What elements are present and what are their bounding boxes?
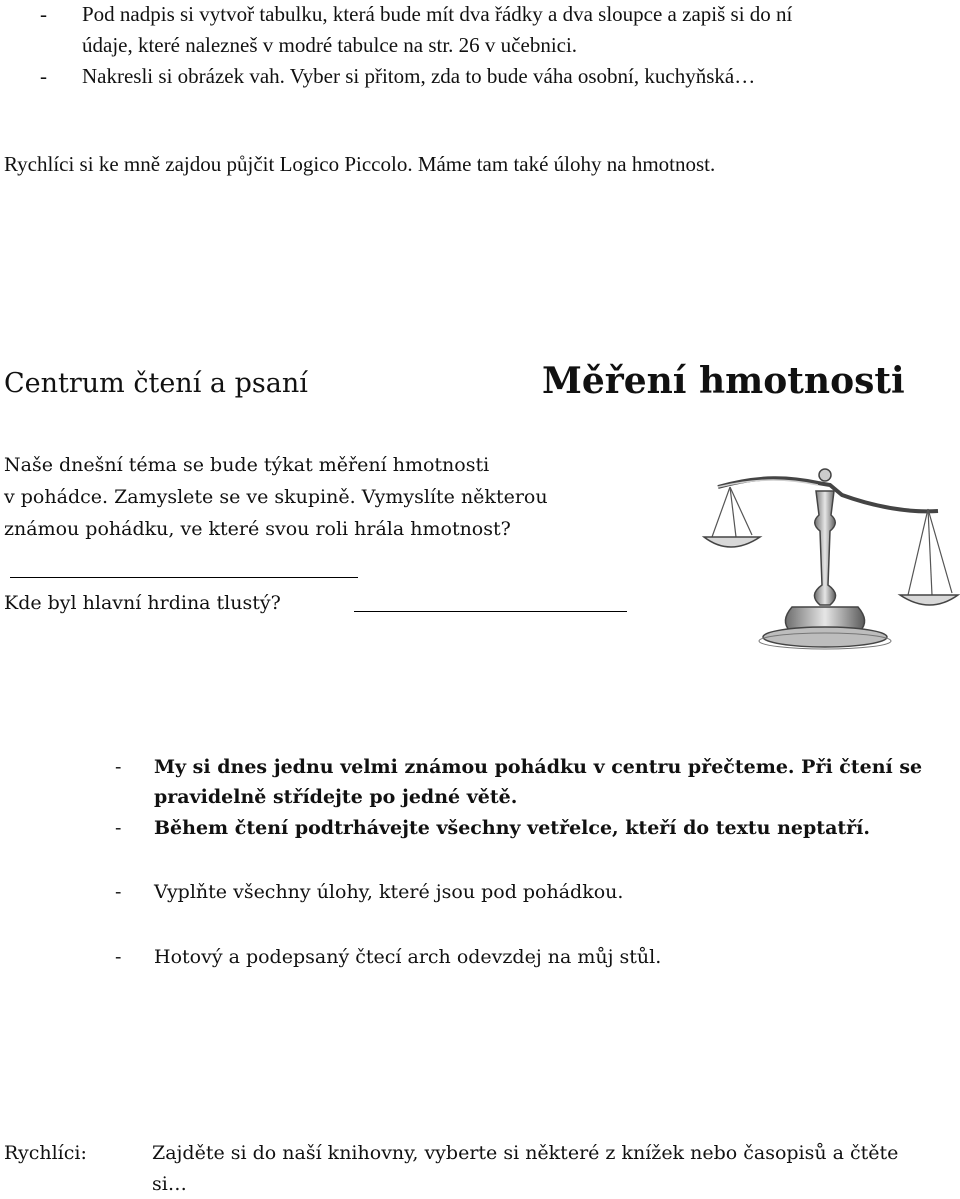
question-text: Kde byl hlavní hrdina tlustý? xyxy=(4,592,281,614)
intro-line: Naše dnešní téma se bude týkat měření hmotnosti xyxy=(4,454,490,476)
intro-line: známou pohádku, ve které svou roli hrála hmotnost? xyxy=(4,518,511,540)
list-dash: - xyxy=(115,817,122,839)
list-item-table-task-cont: údaje, které nalezneš v modré tabulce na str. 26 v učebnici. xyxy=(82,33,578,57)
list-item-table-task: Pod nadpis si vytvoř tabulku, která bude mít dva řádky a dva sloupce a zapiš si do ní xyxy=(82,2,793,26)
instruction-read-story: My si dnes jednu velmi známou pohádku v centru přečteme. Při čtení se xyxy=(154,756,923,778)
list-dash: - xyxy=(40,2,47,26)
answer-blank-line[interactable] xyxy=(10,577,358,578)
instruction-underline-intruders: Během čtení podtrhávejte všechny vetřelce, kteří do textu neptatří. xyxy=(154,817,871,839)
rychlici-note: Rychlíci si ke mně zajdou půjčit Logico Piccolo. Máme tam také úlohy na hmotnost. xyxy=(4,152,716,176)
footer-label: Rychlíci: xyxy=(4,1142,87,1164)
intro-line: v pohádce. Zamyslete se ve skupině. Vymyslíte některou xyxy=(4,486,548,508)
page-title: Měření hmotnosti xyxy=(542,360,905,402)
list-dash: - xyxy=(115,946,122,968)
answer-blank-line[interactable] xyxy=(354,611,627,612)
footer-text-cont: si… xyxy=(152,1173,187,1195)
balance-scale-icon xyxy=(700,445,960,665)
list-dash: - xyxy=(115,756,122,778)
instruction-read-story-cont: pravidelně střídejte po jedné větě. xyxy=(154,786,518,808)
instruction-fill-tasks: Vyplňte všechny úlohy, které jsou pod pohádkou. xyxy=(154,881,624,903)
instruction-submit-sheet: Hotový a podepsaný čtecí arch odevzdej na můj stůl. xyxy=(154,946,662,968)
list-dash: - xyxy=(40,64,47,88)
footer-text: Zajděte si do naší knihovny, vyberte si některé z knížek nebo časopisů a čtěte xyxy=(152,1142,899,1164)
list-dash: - xyxy=(115,881,122,903)
centrum-heading: Centrum čtení a psaní xyxy=(4,368,308,399)
list-item-draw-scales: Nakresli si obrázek vah. Vyber si přitom, zda to bude váha osobní, kuchyňská… xyxy=(82,64,756,88)
